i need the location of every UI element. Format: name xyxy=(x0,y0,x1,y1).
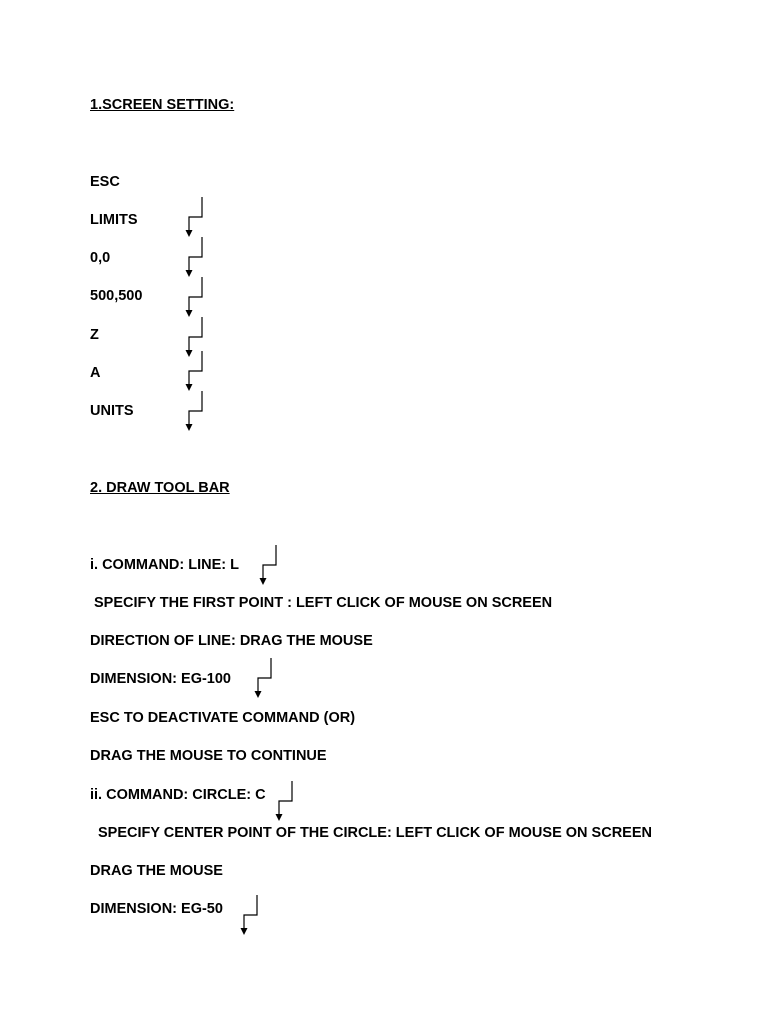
line-dimension: DIMENSION: EG-100 xyxy=(90,671,231,687)
step-zoom: Z xyxy=(90,327,99,343)
enter-key-icon xyxy=(184,197,204,233)
enter-key-icon xyxy=(184,317,204,353)
line-esc-deactivate: ESC TO DEACTIVATE COMMAND (OR) xyxy=(90,710,356,726)
enter-key-icon xyxy=(258,545,278,581)
enter-key-icon xyxy=(184,237,204,273)
line-command: i. COMMAND: LINE: L xyxy=(90,557,240,573)
circle-dimension: DIMENSION: EG-50 xyxy=(90,901,223,917)
step-origin: 0,0 xyxy=(90,250,111,266)
line-direction: DIRECTION OF LINE: DRAG THE MOUSE xyxy=(90,633,373,649)
enter-key-icon xyxy=(274,781,294,817)
section-2-heading: 2. DRAW TOOL BAR xyxy=(90,480,230,496)
enter-key-icon xyxy=(184,351,204,387)
enter-key-icon xyxy=(253,658,273,694)
step-limits: LIMITS xyxy=(90,212,138,228)
enter-key-icon xyxy=(184,277,204,313)
enter-key-icon xyxy=(239,895,259,931)
section-1-heading: 1.SCREEN SETTING: xyxy=(90,97,235,113)
line-continue: DRAG THE MOUSE TO CONTINUE xyxy=(90,748,327,764)
step-esc: ESC xyxy=(90,174,120,190)
line-first-point: SPECIFY THE FIRST POINT : LEFT CLICK OF MOUSE ON SCREEN xyxy=(94,595,553,611)
circle-center-point: SPECIFY CENTER POINT OF THE CIRCLE: LEFT CLICK OF MOUSE ON SCREEN xyxy=(98,825,652,841)
circle-command: ii. COMMAND: CIRCLE: C xyxy=(90,787,266,803)
step-upper-limit: 500,500 xyxy=(90,288,143,304)
enter-key-icon xyxy=(184,391,204,427)
step-units: UNITS xyxy=(90,403,134,419)
circle-drag: DRAG THE MOUSE xyxy=(90,863,223,879)
step-all: A xyxy=(90,365,101,381)
